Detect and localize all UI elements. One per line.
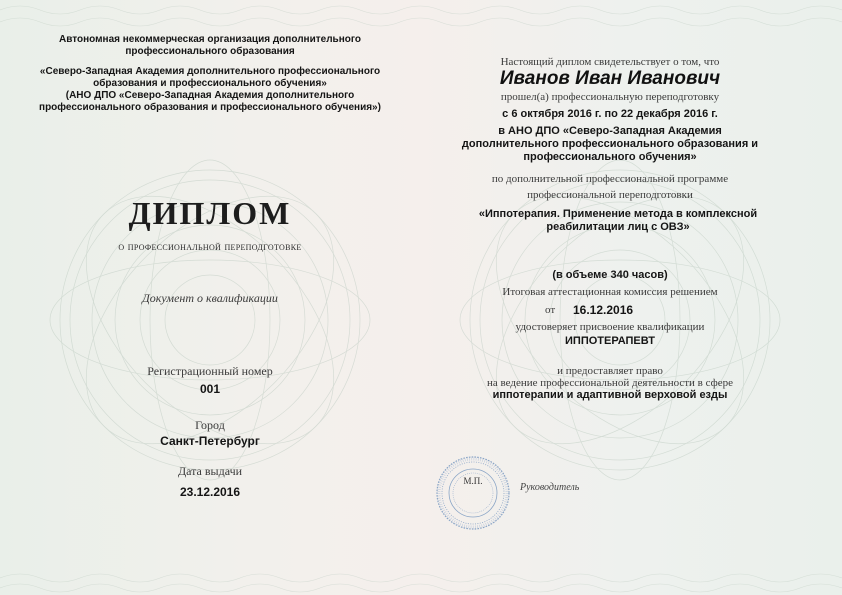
program-intro-2: профессиональной переподготовки — [527, 189, 693, 201]
organization-name: в АНО ДПО «Северо-Западная Академия дополнительного профессионального образования и профессионального обучения» — [461, 125, 759, 163]
activity-intro: на ведение профессиональной деятельности в сфере — [486, 377, 734, 389]
document-type: Документ о квалификации — [142, 291, 278, 305]
program-intro-1: по дополнительной профессиональной программе — [491, 173, 729, 185]
top-border-wave-2 — [0, 18, 842, 26]
registration-number: 001 — [199, 382, 221, 396]
org-name: Автономная некоммерческая организация дополнительного профессионального образования — [59, 34, 361, 57]
bottom-border-wave — [0, 574, 842, 582]
org-short-name: (АНО ДПО «Северо-Западная Академия дополнительного профессионального образования и профессионального обучения») — [39, 90, 381, 113]
org-full-name: «Северо-Западная Академия дополнительного профессионального образования и профессионального обучения» — [39, 66, 381, 89]
issue-date-value: 23.12.2016 — [179, 485, 241, 499]
study-dates: с 6 октября 2016 г. по 22 декабря 2016 г. — [502, 108, 718, 120]
activity-value: иппотерапии и адаптивной верховой езды — [492, 389, 728, 401]
stamp-label: М.П. — [463, 476, 483, 486]
bottom-border-wave-2 — [0, 584, 842, 592]
program-name: «Иппотерапия. Применение метода в комплексной реабилитации лиц с ОВЗ» — [478, 208, 758, 233]
head-signature-label: Руководитель — [520, 482, 580, 493]
right-intro: и предоставляет право — [557, 365, 663, 377]
diploma-subtitle: о профессиональной переподготовке — [118, 239, 302, 253]
issue-date-label: Дата выдачи — [177, 464, 243, 478]
stamp-seal-graphic — [435, 455, 511, 531]
top-border-wave — [0, 6, 842, 14]
official-stamp — [435, 455, 511, 531]
certifies-text: Настоящий диплом свидетельствует о том, что — [500, 56, 720, 68]
qualification-value: ИППОТЕРАПЕВТ — [565, 335, 655, 347]
decision-date: 16.12.2016 — [573, 303, 634, 317]
decision-from-label: от — [545, 304, 556, 316]
commission-text: Итоговая аттестационная комиссия решением — [502, 286, 718, 298]
registration-label: Регистрационный номер — [147, 364, 273, 378]
city-label: Город — [195, 418, 225, 432]
qualification-intro: удостоверяет присвоение квалификации — [515, 321, 705, 333]
hours-text: (в объеме 340 часов) — [552, 269, 668, 281]
diploma-title: ДИПЛОМ — [128, 195, 292, 231]
person-name: Иванов Иван Иванович — [499, 68, 721, 89]
passed-text: прошел(а) профессиональную переподготовку — [500, 91, 720, 103]
city-value: Санкт-Петербург — [160, 434, 260, 448]
